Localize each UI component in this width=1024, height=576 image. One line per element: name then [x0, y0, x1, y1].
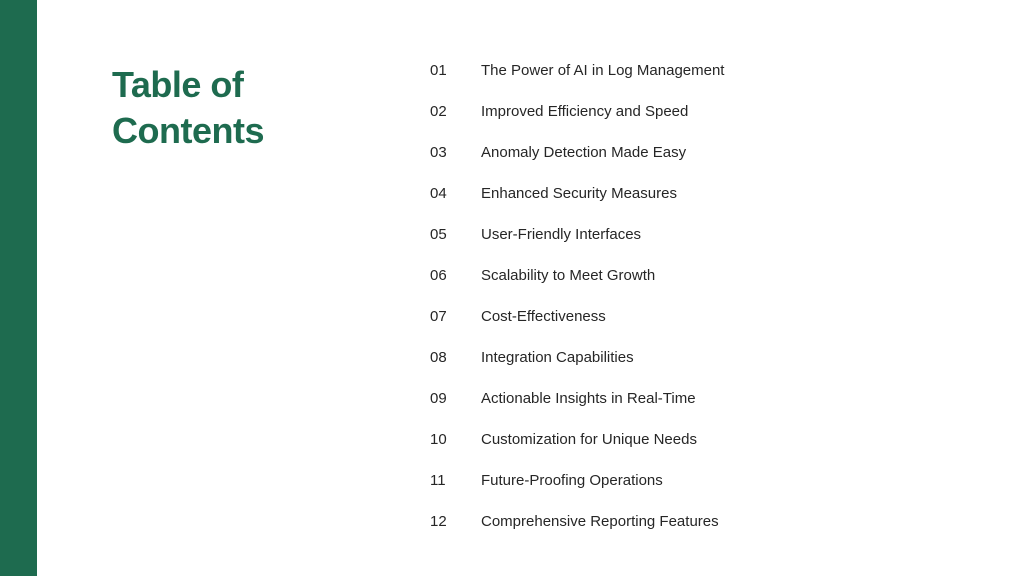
toc-item-05 [430, 214, 990, 255]
toc-item-label: Improved Efficiency and Speed [481, 103, 689, 120]
toc-item-02 [430, 91, 990, 132]
toc-item-08 [430, 337, 990, 378]
page-title-line-2: Contents [112, 110, 264, 151]
toc-item-07 [430, 296, 990, 337]
toc-item-number: 10 [430, 431, 447, 448]
toc-item-label: Actionable Insights in Real-Time [481, 390, 696, 407]
sidebar-accent-bar [0, 0, 37, 576]
toc-item-label: Cost-Effectiveness [481, 308, 606, 325]
toc-item-label: Future-Proofing Operations [481, 472, 663, 489]
toc-item-label: Integration Capabilities [481, 349, 634, 366]
toc-item-number: 03 [430, 144, 447, 161]
page-title-line-1: Table of [112, 64, 244, 105]
toc-item-number: 01 [430, 62, 447, 79]
toc-item-11 [430, 460, 990, 501]
toc-item-label: Anomaly Detection Made Easy [481, 144, 687, 161]
toc-item-10 [430, 419, 990, 460]
toc-item-label: User-Friendly Interfaces [481, 226, 642, 243]
toc-item-number: 08 [430, 349, 447, 366]
toc-item-number: 04 [430, 185, 447, 202]
toc-item-04 [430, 173, 990, 214]
toc-item-09 [430, 378, 990, 419]
toc-item-number: 06 [430, 267, 447, 284]
toc-item-label: Enhanced Security Measures [481, 185, 677, 202]
toc-item-06 [430, 255, 990, 296]
toc-item-number: 11 [430, 472, 446, 489]
toc-item-number: 12 [430, 513, 447, 530]
toc-item-number: 07 [430, 308, 447, 325]
toc-item-label: Scalability to Meet Growth [481, 267, 656, 284]
toc-item-label: The Power of AI in Log Management [481, 62, 725, 79]
table-of-contents-list [430, 50, 990, 542]
toc-item-label: Customization for Unique Needs [481, 431, 697, 448]
page-title [112, 62, 372, 154]
toc-item-12 [430, 501, 990, 542]
toc-item-number: 05 [430, 226, 447, 243]
toc-item-number: 02 [430, 103, 447, 120]
toc-item-03 [430, 132, 990, 173]
toc-item-label: Comprehensive Reporting Features [481, 513, 719, 530]
toc-item-number: 09 [430, 390, 447, 407]
toc-item-01 [430, 50, 990, 91]
